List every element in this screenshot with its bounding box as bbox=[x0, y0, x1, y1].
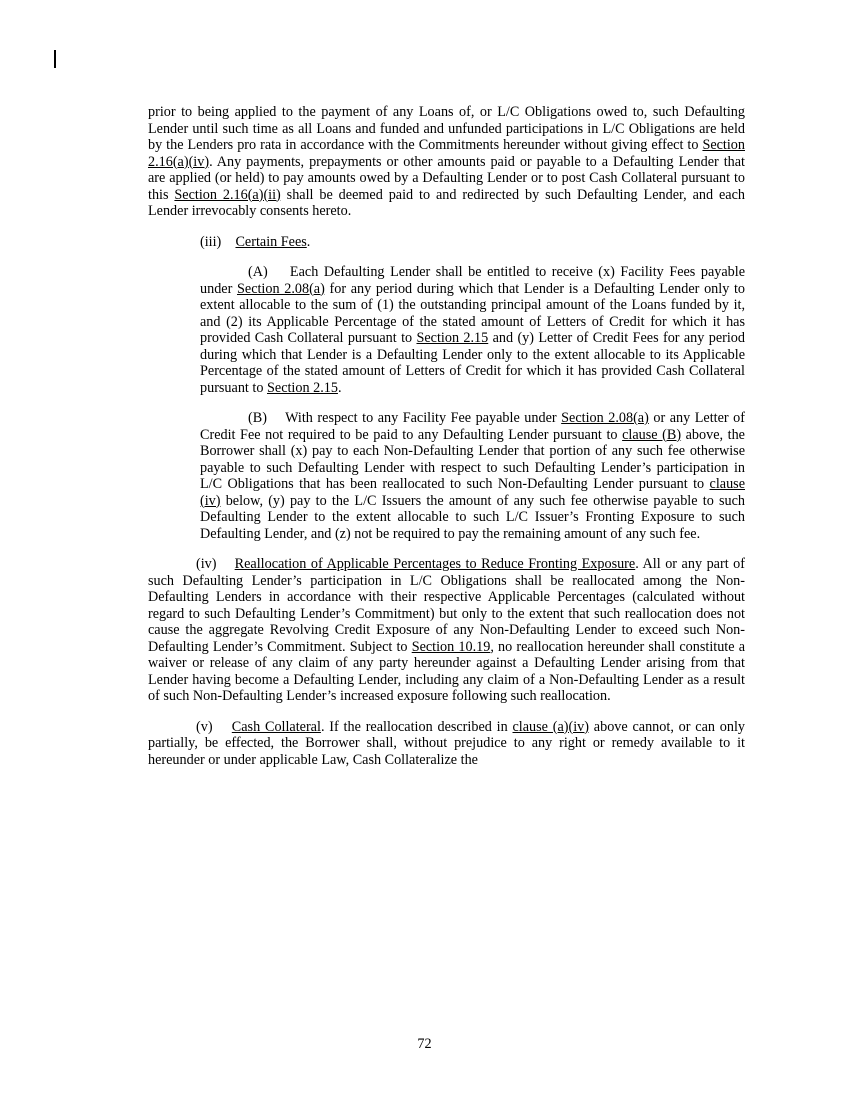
page-number: 72 bbox=[417, 1036, 432, 1052]
clause-A-paragraph: (A) Each Defaulting Lender shall be entitled to receive (x) Facility Fees payable under Section 2.08(a) for any period during which that Lender is a Defaulting Lender only to extent allocable to the sum of (1) the outstanding principal amount of the Loans funded by it, and (2) its Applicable Percentage of the stated amount of Letters of Credit for which it has provided Cash Collateral pursuant to Section 2.15 and (y) Letter of Credit Fees for any period during which that Lender is a Defaulting Lender only to the extent allocable to its Applicable Percentage of the stated amount of Letters of Credit for which it has provided Cash Collateral pursuant to Section 2.15. bbox=[200, 264, 746, 396]
clause-iii-heading: (iii) Certain Fees. bbox=[200, 233, 311, 250]
section-reference: Section 2.08(a) bbox=[237, 280, 325, 297]
section-reference: Section 2.16(a)(ii) bbox=[174, 186, 281, 203]
section-reference: Section 2.16(a)(iv) bbox=[148, 137, 745, 170]
change-bar bbox=[54, 50, 56, 68]
section-reference: Section 2.08(a) bbox=[561, 410, 649, 426]
section-reference: Section 10.19 bbox=[411, 638, 491, 655]
document-body bbox=[148, 104, 745, 782]
clause-iv-paragraph: (iv) Reallocation of Applicable Percentages to Reduce Fronting Exposure. All or any part of such Defaulting Lender’s participation in L/C Obligations shall be reallocated among the Non-Defaulting Lenders in accordance with their respective Applicable Percentages (calculated without regard to such Defaulting Lender’s Commitment) but only to the extent that such reallocation does not cause the aggregate Revolving Credit Exposure of any Non-Defaulting Lender to exceed such Non-Defaulting Lender’s Commitment. Subject to Section 10.19, no reallocation hereunder shall constitute a waiver or release of any claim of any party hereunder against a Defaulting Lender arising from that Lender having become a Defaulting Lender, including any claim of a Non-Defaulting Lender as a result of such Non-Defaulting Lender’s increased exposure following such reallocation. bbox=[148, 556, 746, 704]
section-reference: Section 2.15 bbox=[267, 379, 338, 396]
clause-reference: clause (B) bbox=[622, 426, 682, 443]
section-reference: Section 2.15 bbox=[416, 330, 489, 346]
clause-B-paragraph: (B) With respect to any Facility Fee payable under Section 2.08(a) or any Letter of Credit Fee not required to be paid to any Defaulting Lender pursuant to clause (B) above, the Borrower shall (x) pay to each Non-Defaulting Lender that portion of any such fee otherwise payable to such Defaulting Lender with respect to such Defaulting Lender’s participation in L/C Obligations that has been reallocated to such Non-Defaulting Lender pursuant to clause (iv) below, (y) pay to the L/C Issuers the amount of any such fee otherwise payable to such Defaulting Lender to the extent allocable to such L/C Issuer’s Fronting Exposure to such Defaulting Lender, and (z) not be required to pay the remaining amount of any such fee. bbox=[200, 410, 745, 542]
clause-v-paragraph: (v) Cash Collateral. If the reallocation described in clause (a)(iv) above cannot, or can only partially, be effected, the Borrower shall, without prejudice to any right or remedy available to it hereunder or under applicable Law, Cash Collateralize the bbox=[148, 718, 746, 768]
clause-title: Reallocation of Applicable Percentages to Reduce Fronting Exposure bbox=[234, 556, 636, 572]
paragraph-continuation: prior to being applied to the payment of any Loans of, or L/C Obligations owed to, such Defaulting Lender until such time as all Loans and funded and unfunded participations in L/C Obligations are held by the Lenders pro rata in accordance with the Commitments hereunder without giving effect to Section 2.16(a)(iv). Any payments, prepayments or other amounts paid or payable to a Defaulting Lender that are applied (or held) to pay amounts owed by a Defaulting Lender or to post Cash Collateral pursuant to this Section 2.16(a)(ii) shall be deemed paid to and redirected by such Defaulting Lender, and each Lender irrevocably consents hereto. bbox=[148, 104, 745, 219]
clause-title: Cash Collateral bbox=[231, 718, 321, 735]
clause-reference: clause (a)(iv) bbox=[512, 718, 589, 735]
clause-reference: clause (iv) bbox=[200, 476, 745, 509]
